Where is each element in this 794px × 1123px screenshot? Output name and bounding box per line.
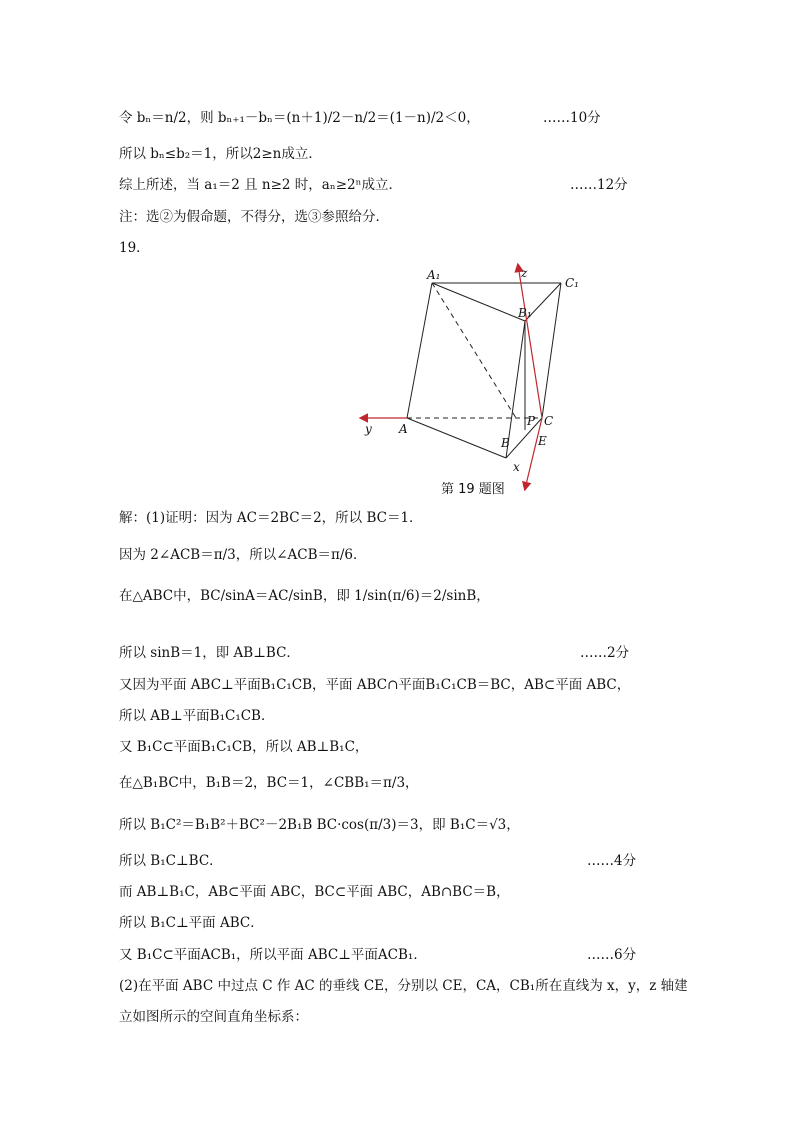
label-y: y [365, 422, 372, 436]
coordinate-axes [361, 265, 542, 489]
z-axis-arrow [518, 265, 542, 418]
label-e: E [538, 434, 547, 448]
score-10: ……10分 [543, 110, 601, 126]
score-12: ……12分 [570, 177, 628, 193]
line-1-text: 令 bₙ＝n/2，则 bₙ₊₁－bₙ＝(n＋1)/2－n/2＝(1－n)/2＜0， [119, 110, 480, 126]
text-line-9: 所以 sinB＝1，即 AB⊥BC． [119, 645, 300, 661]
label-a1: A₁ [427, 268, 441, 282]
score-6: ……6分 [587, 947, 637, 963]
label-c1: C₁ [565, 276, 579, 290]
text-line-1 [119, 108, 480, 128]
text-line-20: 立如图所示的空间直角坐标系： [119, 1009, 308, 1025]
prism-diagram [355, 255, 595, 495]
text-line-17: 所以 B₁C⊥平面 ABC． [119, 915, 264, 931]
text-line-8: 在△ABC中，BC/sinA＝AC/sinB，即 1/sin(π/6)＝2/sinB， [119, 588, 490, 604]
geometry-figure [355, 255, 595, 495]
label-p: P [527, 414, 536, 428]
score-2: ……2分 [580, 645, 630, 661]
figure-caption: 第 19 题图 [441, 482, 505, 497]
problem-number: 19． [119, 240, 150, 256]
text-line-10: 又因为平面 ABC⊥平面B₁C₁CB，平面 ABC∩平面B₁C₁CB＝BC，AB⊂平面 ABC， [119, 677, 631, 693]
prism-edges [407, 283, 561, 458]
text-line-16: 而 AB⊥B₁C，AB⊂平面 ABC，BC⊂平面 ABC，AB∩BC＝B， [119, 884, 510, 900]
label-c: C [544, 414, 554, 428]
edge-a1-c-dashed [432, 283, 516, 418]
text-line-6: 解：(1)证明：因为 AC＝2BC＝2，所以 BC＝1． [119, 510, 423, 526]
text-line-19: (2)在平面 ABC 中过点 C 作 AC 的垂线 CE，分别以 CE，CA，CB₁所在直线为 x，y，z 轴建 [119, 978, 688, 994]
text-line-18: 又 B₁C⊂平面ACB₁，所以平面 ABC⊥平面ACB₁． [119, 947, 427, 963]
edge-a1-a [407, 283, 432, 418]
text-line-14: 所以 B₁C²＝B₁B²＋BC²－2B₁B BC·cos(π/3)＝3，即 B₁C＝√3， [119, 817, 520, 833]
text-line-7: 因为 2∠ACB＝π/3，所以∠ACB＝π/6． [119, 547, 367, 563]
text-line-13: 在△B₁BC中，B₁B＝2，BC＝1，∠CBB₁＝π/3， [119, 775, 419, 791]
text-line-15: 所以 B₁C⊥BC． [119, 853, 223, 869]
text-line-2: 所以 bₙ≤b₂＝1，所以2≥n成立． [119, 146, 322, 162]
label-b1: B₁ [518, 306, 532, 320]
label-a: A [399, 422, 408, 436]
hidden-edges [407, 283, 542, 418]
edge-a1-b1 [432, 283, 525, 321]
label-z: z [521, 266, 528, 280]
text-line-12: 又 B₁C⊂平面B₁C₁CB，所以 AB⊥B₁C， [119, 739, 369, 755]
text-line-4: 注：选②为假命题，不得分，选③参照给分． [119, 209, 389, 225]
edge-c1-c [542, 283, 561, 418]
x-axis-arrow [525, 418, 542, 489]
label-b: B [501, 436, 510, 450]
text-line-3: 综上所述，当 a₁＝2 且 n≥2 时，aₙ≥2ⁿ成立． [119, 177, 402, 193]
label-x: x [513, 460, 520, 474]
text-line-11: 所以 AB⊥平面B₁C₁CB． [119, 708, 275, 724]
score-4: ……4分 [587, 853, 637, 869]
edge-a-b [407, 418, 506, 458]
